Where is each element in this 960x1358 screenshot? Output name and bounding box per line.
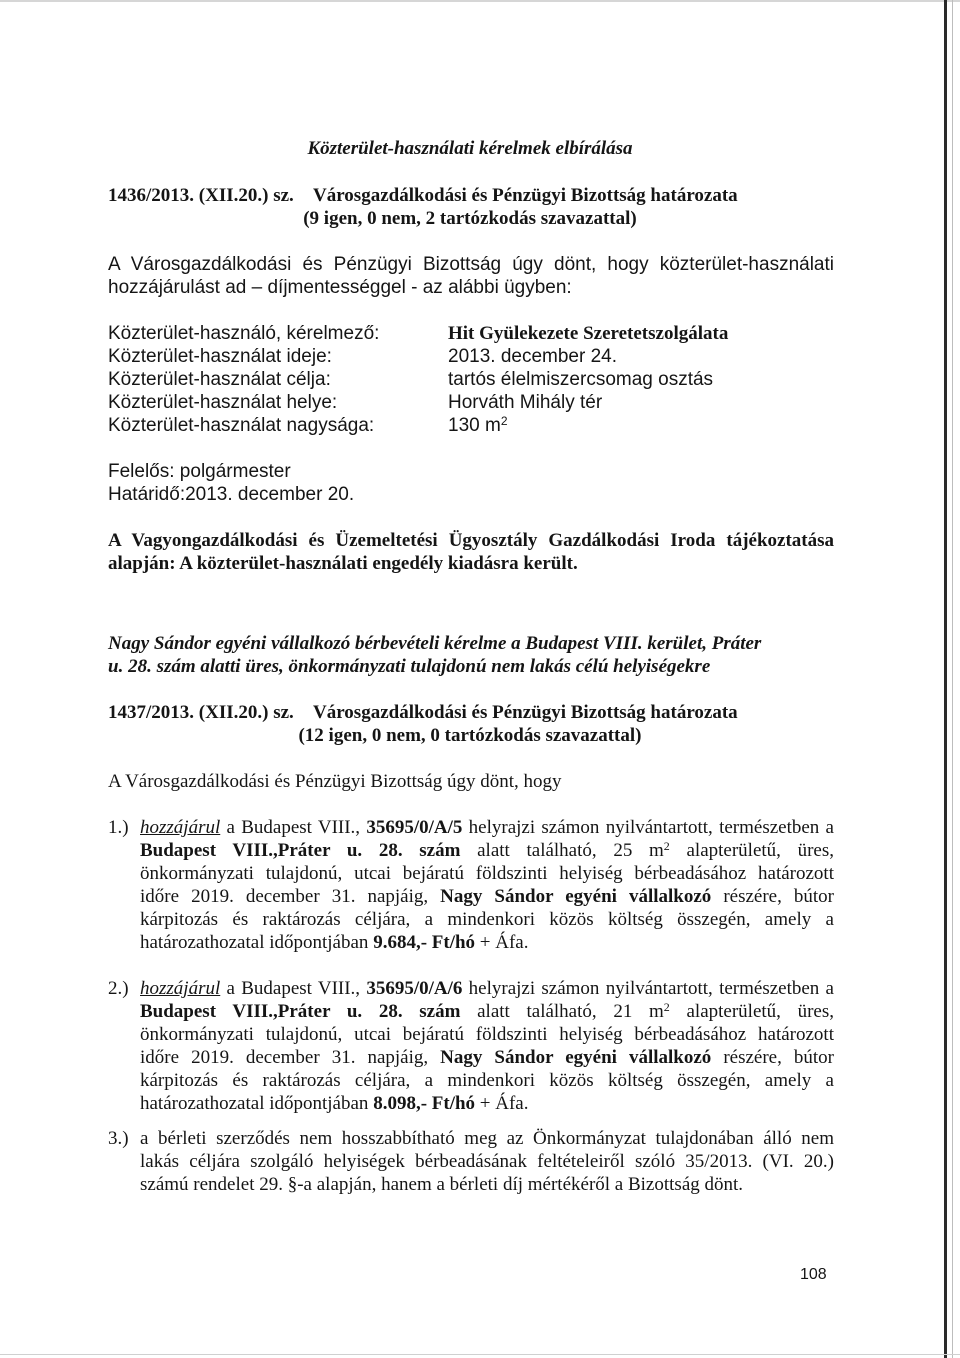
item3-line3: számú rendelet 29. §-a alapján, hanem a bérleti díj mértékéről a Bizottság dönt. bbox=[140, 1174, 744, 1195]
field-value-time: 2013. december 24. bbox=[448, 346, 618, 367]
section2-title-line1: Nagy Sándor egyéni vállalkozó bérbevételi kérelme a Budapest VIII. kerület, Práter bbox=[108, 633, 762, 654]
resolution-1436-vote: (9 igen, 0 nem, 2 tartózkodás szavazattal) bbox=[303, 208, 637, 229]
field-value-size: 130 $m^2$ bbox=[448, 414, 508, 436]
item3-number: 3.) bbox=[108, 1128, 129, 1149]
item2-line5: kárpitozás és raktározás céljára, a mindenkori közös költség összegén, amely a bbox=[140, 1070, 834, 1091]
section1-note-line2: alapján: A közterület-használati engedély kiadásra került. bbox=[108, 553, 578, 574]
field-label-time: Közterület-használat ideje: bbox=[108, 346, 332, 367]
item2-number: 2.) bbox=[108, 978, 129, 999]
section2-intro: A Városgazdálkodási és Pénzügyi Bizottság úgy dönt, hogy bbox=[108, 771, 562, 792]
section1-intro-line2: hozzájárulást ad – díjmentességgel - az alábbi ügyben: bbox=[108, 277, 572, 298]
item2-line3: önkormányzati tulajdonú, utcai bejáratú földszinti helyiség bérbeadásához határozott bbox=[140, 1024, 834, 1045]
item2-line1: hozzájárul a Budapest VIII., 35695/0/A/6 helyrajzi számon nyilvántartott, természetben a bbox=[140, 978, 834, 999]
item1-number: 1.) bbox=[108, 817, 129, 838]
item2-line4: időre 2019. december 31. napjáig, Nagy Sándor egyéni vállalkozó részére, bútor bbox=[140, 1047, 834, 1068]
item3-line1: a bérleti szerződés nem hosszabbítható meg az Önkormányzat tulajdonában álló nem bbox=[140, 1128, 834, 1149]
section1-deadline: Határidő:2013. december 20. bbox=[108, 484, 355, 505]
field-value-place: Horváth Mihály tér bbox=[448, 392, 603, 413]
resolution-1437-committee: Városgazdálkodási és Pénzügyi Bizottság határozata bbox=[313, 702, 738, 723]
item3-line2: lakás céljára szolgáló helyiségek bérbeadásának feltételeiről szóló 35/2013. (VI. 20.) bbox=[140, 1151, 834, 1172]
scan-edge-right-secondary bbox=[952, 0, 953, 1358]
resolution-1437-number: 1437/2013. (XII.20.) sz. bbox=[108, 702, 294, 723]
section1-intro-line1: A Városgazdálkodási és Pénzügyi Bizottság úgy dönt, hogy közterület-használati bbox=[108, 254, 834, 275]
scan-edge-bottom bbox=[0, 1354, 960, 1355]
section2-title-line2: u. 28. szám alatti üres, önkormányzati tulajdonú nem lakás célú helyiségekre bbox=[108, 656, 711, 677]
item1-line4: időre 2019. december 31. napjáig, Nagy Sándor egyéni vállalkozó részére, bútor bbox=[140, 886, 834, 907]
resolution-1437-vote: (12 igen, 0 nem, 0 tartózkodás szavazattal) bbox=[298, 725, 642, 746]
item1-line1: hozzájárul a Budapest VIII., 35695/0/A/5 helyrajzi számon nyilvántartott, természetben a bbox=[140, 817, 834, 838]
section1-note-line1: A Vagyongazdálkodási és Üzemeltetési Ügyosztály Gazdálkodási Iroda tájékoztatása bbox=[108, 530, 834, 551]
section1-responsible: Felelős: polgármester bbox=[108, 461, 291, 482]
scan-edge-top bbox=[0, 0, 960, 2]
scan-edge-right bbox=[944, 0, 947, 1358]
field-value-applicant: Hit Gyülekezete Szeretetszolgálata bbox=[448, 323, 729, 344]
resolution-1436-number: 1436/2013. (XII.20.) sz. bbox=[108, 185, 294, 206]
field-label-purpose: Közterület-használat célja: bbox=[108, 369, 331, 390]
page-number: 108 bbox=[800, 1266, 827, 1283]
field-label-place: Közterület-használat helye: bbox=[108, 392, 338, 413]
item1-line6: határozathozatal időpontjában 9.684,- Ft/hó + Áfa. bbox=[140, 932, 529, 953]
section1-title: Közterület-használati kérelmek elbírálása bbox=[307, 138, 633, 159]
item1-line2: Budapest VIII.,Práter u. 28. szám alatt található, 25 $m^2$ alapterületű, üres, bbox=[140, 839, 834, 861]
field-value-purpose: tartós élelmiszercsomag osztás bbox=[448, 369, 714, 390]
field-label-size: Közterület-használat nagysága: bbox=[108, 415, 375, 436]
item1-line3: önkormányzati tulajdonú, utcai bejáratú földszinti helyiség bérbeadásához határozott bbox=[140, 863, 834, 884]
resolution-1436-committee: Városgazdálkodási és Pénzügyi Bizottság határozata bbox=[313, 185, 738, 206]
field-label-applicant: Közterület-használó, kérelmező: bbox=[108, 323, 380, 344]
item2-line2: Budapest VIII.,Práter u. 28. szám alatt található, 21 $m^2$ alapterületű, üres, bbox=[140, 1000, 834, 1022]
item2-line6: határozathozatal időpontjában 8.098,- Ft/hó + Áfa. bbox=[140, 1093, 529, 1114]
item1-line5: kárpitozás és raktározás céljára, a mindenkori közös költség összegén, amely a bbox=[140, 909, 834, 930]
